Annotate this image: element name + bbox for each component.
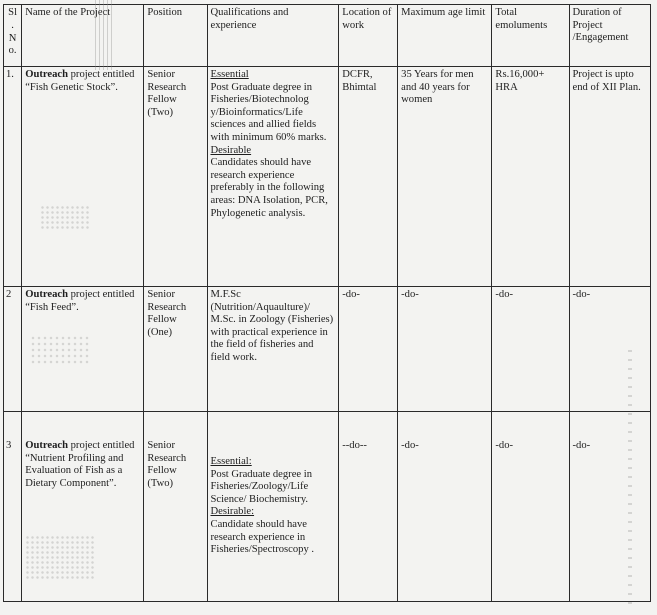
header-project-name: Name of the Project — [22, 5, 144, 67]
row-location: --do-- — [339, 412, 398, 602]
header-duration: Duration of Project /Engagement — [569, 5, 650, 67]
row-project-name — [22, 412, 144, 602]
recruitment-table — [3, 4, 651, 602]
row-emoluments: -do- — [492, 287, 569, 412]
row-qualifications: M.F.Sc (Nutrition/Aquaulture)/ M.Sc. in Zoology (Fisheries) with practical experience in the field of fisheries and field work. — [207, 287, 339, 412]
header-emoluments: Total emoluments — [492, 5, 569, 67]
desirable-text: Candidate should have research experience in Fisheries/Spectroscopy . — [210, 518, 315, 556]
header-location: Location of work — [339, 5, 398, 67]
row-duration: -do- — [569, 412, 650, 602]
row-position: Senior Research Fellow (Two) — [144, 67, 207, 287]
row-age-limit: -do- — [398, 412, 492, 602]
table-header-row — [4, 5, 651, 67]
row-position: Senior Research Fellow (One) — [144, 287, 207, 412]
header-position: Position — [144, 5, 207, 67]
row-location: DCFR, Bhimtal — [339, 67, 398, 287]
row-sl-no: 3 — [4, 412, 22, 602]
header-age-limit: Maximum age limit — [398, 5, 492, 67]
project-title: project entitled “Fish Feed”. — [25, 289, 135, 313]
essential-text: Post Graduate degree in Fisheries/Biotechnolog y/Bioinformatics/Life sciences and allied fields with minimum 60% marks. — [210, 81, 327, 143]
row-project-name — [22, 287, 144, 412]
table-row — [4, 67, 651, 287]
row-age-limit: 35 Years for men and 40 years for women — [398, 67, 492, 287]
essential-text: Post Graduate degree in Fisheries/Zoology/Life Science/ Biochemistry. — [210, 468, 312, 505]
project-type: Outreach — [25, 440, 68, 451]
desirable-label: Desirable: — [210, 506, 255, 518]
table-row — [4, 287, 651, 412]
row-qualifications — [207, 67, 339, 287]
row-project-name — [22, 67, 144, 287]
essential-label: Essential: — [210, 456, 252, 467]
row-duration: Project is upto end of XII Plan. — [569, 67, 650, 287]
row-location: -do- — [339, 287, 398, 412]
table-row — [4, 412, 651, 602]
row-emoluments: Rs.16,000+ HRA — [492, 67, 569, 287]
project-title: project entitled “Fish Genetic Stock”. — [25, 69, 135, 93]
row-qualifications — [207, 412, 339, 602]
project-type: Outreach — [25, 289, 68, 300]
essential-label: Essential — [210, 69, 249, 80]
project-type: Outreach — [25, 69, 68, 80]
desirable-text: Candidates should have research experience preferably in the following areas: DNA Isolation, PCR, Phylogenetic analysis. — [210, 157, 328, 219]
row-sl-no: 2 — [4, 287, 22, 412]
desirable-label: Desirable — [210, 144, 252, 156]
header-qualifications: Qualifications and experience — [207, 5, 339, 67]
row-sl-no: 1. — [4, 67, 22, 287]
row-age-limit: -do- — [398, 287, 492, 412]
project-title: project entitled “Nutrient Profiling and Evaluation of Fish as a Dietary Component”. — [25, 440, 135, 489]
row-position: Senior Research Fellow (Two) — [144, 412, 207, 602]
row-emoluments: -do- — [492, 412, 569, 602]
row-duration: -do- — [569, 287, 650, 412]
header-sl-no: Sl . N o. — [4, 5, 22, 67]
